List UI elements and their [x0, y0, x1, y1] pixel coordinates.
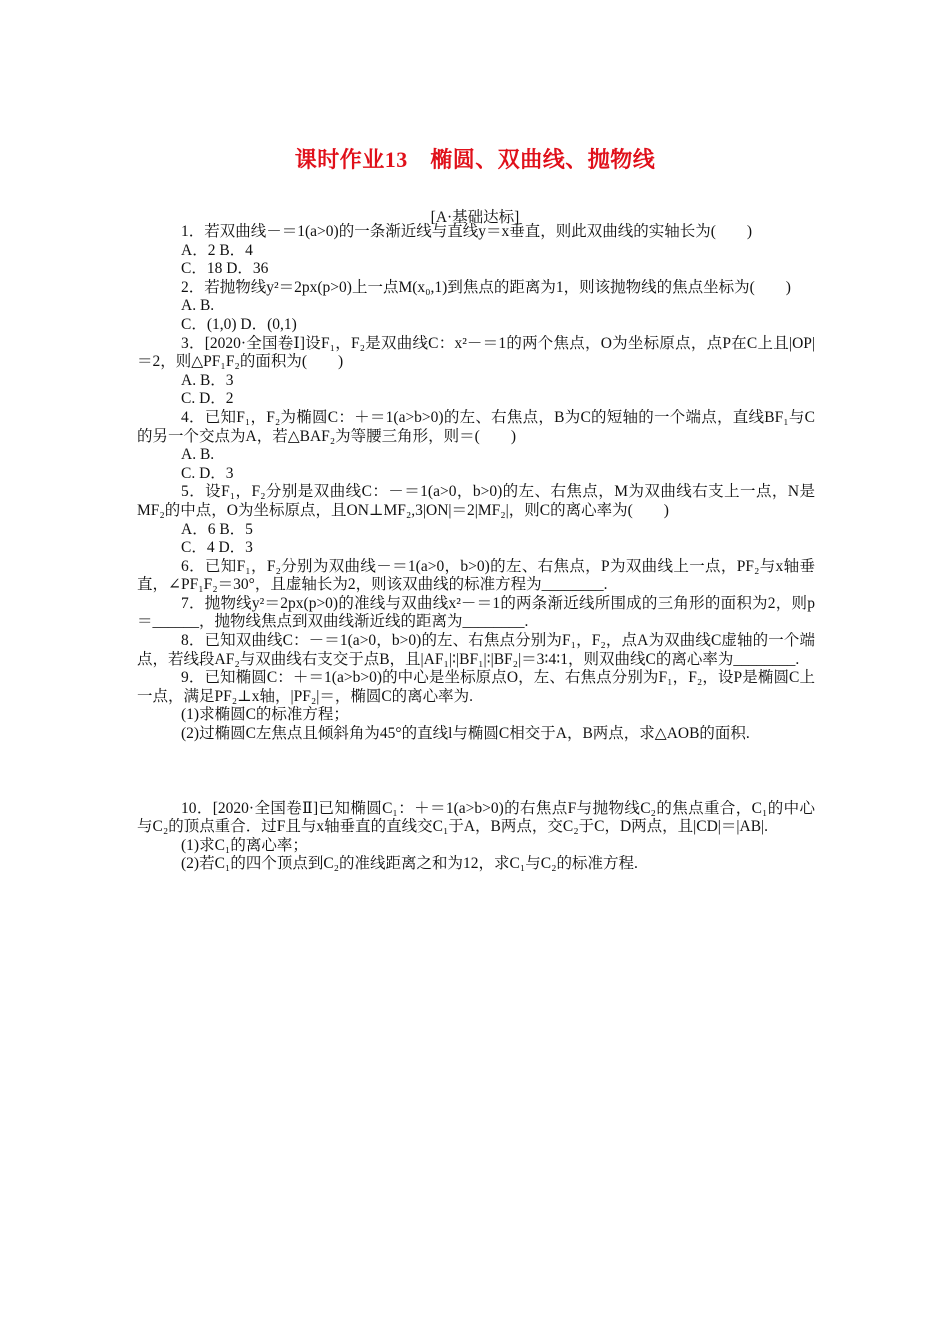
question-8: 8．已知双曲线C：－＝1(a>0，b>0)的左、右焦点分别为F₁，F₂，点A为双曲线C虚轴的一个端点，若线段AF₂与双曲线右支交于点B，且|AF₁|∶|BF₁|∶|BF₂|＝3∶4∶1，则双曲线C的离心率为________.: [137, 632, 815, 668]
question-1-options-cd: C．18 D．36: [181, 260, 269, 278]
question-2: 2．若抛物线y²＝2px(p>0)上一点M(x₀,1)到焦点的距离为1，则该抛物线的焦点坐标为( ): [181, 278, 791, 296]
question-4-options-ab: A. B.: [181, 446, 215, 464]
question-5-options-cd: C．4 D．3: [181, 539, 253, 557]
answer-space: [137, 744, 815, 800]
page-title: 课时作业13 椭圆、双曲线、抛物线: [294, 147, 656, 172]
question-4: 4．已知F₁，F₂为椭圆C：＋＝1(a>b>0)的左、右焦点，B为C的短轴的一个端点，直线BF₁与C的另一个交点为A，若△BAF₂为等腰三角形，则＝( ): [137, 408, 815, 445]
question-5-options-ab: A．6 B．5: [181, 520, 253, 538]
question-9: 9．已知椭圆C：＋＝1(a>b>0)的中心是坐标原点O，左、右焦点分别为F₁，F₂，设P是椭圆C上一点，满足PF₂⊥x轴，|PF₂|＝，椭圆C的离心率为.: [137, 669, 815, 705]
question-9-part-1: (1)求椭圆C的标准方程；: [181, 706, 349, 724]
question-6: 6．已知F₁，F₂分别为双曲线－＝1(a>0，b>0)的左、右焦点，P为双曲线上一点，PF₂与x轴垂直，∠PF₁F₂＝30°，且虚轴长为2，则该双曲线的标准方程为________.: [137, 557, 815, 594]
question-1-options-ab: A．2 B．4: [181, 241, 253, 259]
question-2-options-cd: C．(1,0) D．(0,1): [181, 315, 297, 333]
question-2-options-ab: A. B.: [181, 297, 215, 315]
question-9-part-2: (2)过椭圆C左焦点且倾斜角为45°的直线l与椭圆C相交于A，B两点，求△AOB的面积.: [181, 725, 750, 743]
question-1: 1．若双曲线－＝1(a>0)的一条渐近线与直线y＝x垂直，则此双曲线的实轴长为( ): [181, 223, 753, 240]
question-10-part-2: (2)若C₁的四个顶点到C₂的准线距离之和为12，求C₁与C₂的标准方程.: [181, 855, 638, 873]
question-10: 10．[2020·全国卷Ⅱ]已知椭圆C₁：＋＝1(a>b>0)的右焦点F与抛物线C₂的焦点重合，C₁的中心与C₂的顶点重合．过F且与x轴垂直的直线交C₁于A，B两点，交C₂于C，D两点，且|CD|＝|AB|.: [137, 799, 815, 836]
question-4-options-cd: C. D．3: [181, 464, 234, 482]
question-list: [137, 223, 815, 874]
question-7: 7．抛物线y²＝2px(p>0)的准线与双曲线x²－＝1的两条渐近线所围成的三角形的面积为2，则p＝______，抛物线焦点到双曲线渐近线的距离为________.: [137, 594, 815, 631]
question-3: 3．[2020·全国卷Ⅰ]设F₁，F₂是双曲线C：x²－＝1的两个焦点，O为坐标原点，点P在C上且|OP|＝2，则△PF₁F₂的面积为( ): [137, 334, 815, 371]
question-3-options-cd: C. D．2: [181, 390, 234, 408]
question-5: 5．设F₁，F₂分别是双曲线C：－＝1(a>0，b>0)的左、右焦点，M为双曲线右支上一点，N是MF₂的中点，O为坐标原点，且ON⊥MF₂,3|ON|＝2|MF₂|，则C的离心率为( ): [137, 483, 815, 519]
question-3-options-ab: A. B．3: [181, 371, 234, 389]
question-10-part-1: (1)求C₁的离心率；: [181, 836, 308, 854]
section-heading: [A·基础达标]: [430, 209, 520, 226]
